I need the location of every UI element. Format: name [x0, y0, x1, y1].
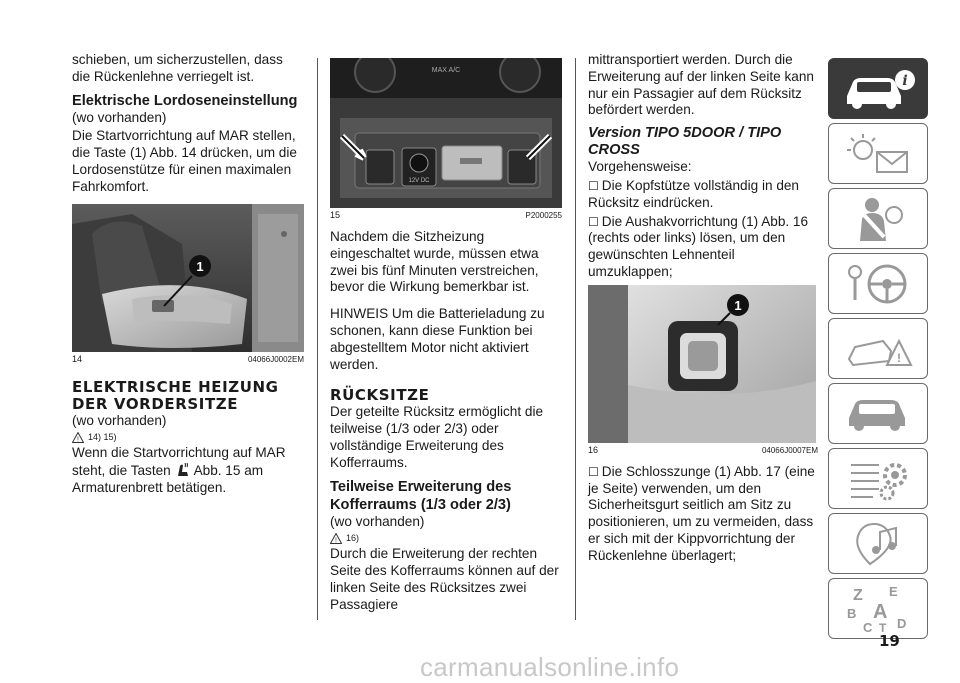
tab-key-steering[interactable]	[828, 253, 928, 314]
svg-text:i: i	[902, 72, 908, 89]
seatbelt-airbag-icon	[848, 195, 908, 243]
step-3: ☐ Die Schlosszunge (1) Abb. 17 (eine je Seite) verwenden, um den Sicherheitsgurt seitlich am Sitz zu positionieren, um zu vermeiden, dass er sich mit der Kippvorrichtung der Rückenlehne überlagert;	[588, 464, 818, 565]
fig-label-12v: 12V DC	[408, 178, 430, 184]
heading-seat-heating: ELEKTRISCHE HEIZUNG DER VORDERSITZE	[72, 377, 279, 413]
procedure-label: Vorgehensweise:	[588, 159, 692, 175]
step-2: ☐ Die Aushakvorrichtung (1) Abb. 16 (rechts oder links) lösen, um den gewünschten Lehnenteil umzuklappen;	[588, 214, 818, 281]
figure-code: 04066J0002EM	[247, 354, 304, 364]
figure-number: 16	[588, 444, 599, 455]
fig-label-maxac: MAX A/C	[431, 67, 461, 74]
lordosis-text: Die Startvorrichtung auf MAR stellen, die Taste (1) Abb. 14 drücken, um die Lordosenstütze für einen maximalen Fahrkomfort.	[72, 128, 297, 194]
figure-14	[72, 204, 304, 365]
heading-lordosis: Elektrische Lordoseneinstellung	[72, 92, 298, 109]
index-letter: D	[897, 615, 907, 631]
index-icon	[843, 584, 913, 634]
figure-number: 14	[72, 353, 83, 364]
seat-heater-icon	[175, 462, 191, 478]
svg-text:!: !	[77, 436, 79, 443]
warning-icon	[330, 533, 342, 544]
tab-warning-lights[interactable]	[828, 123, 928, 184]
chapter-tabs	[828, 58, 928, 643]
warning-ref	[330, 532, 562, 544]
seat-photo	[72, 204, 304, 352]
figure-callout: 1	[734, 297, 742, 313]
rear-seats-text: Der geteilte Rücksitz ermöglicht die teilweise (1/3 oder 2/3) oder vollständige Erweiterung des Kofferraums.	[330, 404, 544, 470]
column-3	[588, 52, 818, 567]
warning-ref	[72, 431, 304, 443]
step-1: ☐ Die Kopfstütze vollständig in den Rücksitz eindrücken.	[588, 178, 818, 212]
warning-icon	[72, 432, 84, 443]
figure-15	[330, 58, 562, 221]
heating-delay-text: Nachdem die Sitzheizung eingeschaltet wurde, müssen etwa zwei bis fünf Minuten verstreichen, bevor die Wirkung bemerkbar ist.	[330, 229, 539, 295]
index-letter: B	[847, 605, 857, 621]
figure-code: 04066J0007EM	[761, 445, 818, 455]
warning-ref-text: 14) 15)	[88, 432, 117, 443]
svg-text:!: !	[897, 350, 901, 365]
seat-heating-text-a: Wenn die Startvorrichtung auf MAR steht, die Tasten	[72, 445, 286, 479]
index-letter: Z	[853, 586, 863, 604]
warning-ref-text: 16)	[346, 533, 360, 544]
car-info-icon	[839, 68, 917, 110]
tab-technical-data[interactable]	[828, 448, 928, 509]
note-text: HINWEIS Um die Batterieladung zu schonen, kann diese Funktion bei abgestelltem Motor nicht aktiviert werden.	[330, 306, 545, 372]
column-divider	[575, 58, 576, 620]
figure-caption	[588, 445, 818, 456]
figure-caption	[72, 354, 304, 365]
heading-lordosis-sub: (wo vorhanden)	[72, 109, 167, 125]
tab-car-info[interactable]	[828, 58, 928, 119]
car-maintenance-icon	[841, 392, 915, 436]
svg-text:!: !	[335, 537, 337, 544]
tab-index[interactable]	[828, 578, 928, 639]
figure-number: 15	[330, 210, 341, 220]
seat-heating-text	[72, 445, 304, 496]
heading-version: Version TIPO 5DOOR / TIPO CROSS	[588, 125, 782, 159]
tab-emergency[interactable]	[828, 318, 928, 379]
figure-16	[588, 285, 818, 456]
figure-caption	[330, 210, 562, 221]
heading-partial-extension: Teilweise Erweiterung des Kofferraums (1/3 oder 2/3)	[330, 478, 512, 513]
multimedia-icon	[846, 520, 910, 568]
tab-maintenance[interactable]	[828, 383, 928, 444]
dashboard-photo	[330, 58, 562, 208]
extension-text: Durch die Erweiterung der rechten Seite des Kofferraums können auf der linken Seite des Rücksitzes zwei Passagiere	[330, 546, 559, 612]
heading-rear-seats: RÜCKSITZE	[330, 386, 430, 405]
technical-data-icon	[843, 455, 913, 503]
tab-multimedia[interactable]	[828, 513, 928, 574]
key-steering-icon	[843, 260, 913, 308]
tab-safety[interactable]	[828, 188, 928, 249]
index-letter: C	[863, 619, 873, 634]
column-divider	[317, 58, 318, 620]
emergency-icon	[843, 325, 913, 373]
figure-code: P2000255	[525, 211, 562, 220]
intro-text: schieben, um sicherzustellen, dass die Rückenlehne verriegelt ist.	[72, 52, 283, 84]
page-number: 19	[879, 632, 900, 650]
heading-seat-heating-sub: (wo vorhanden)	[72, 412, 167, 428]
continued-text: mittransportiert werden. Durch die Erweiterung auf der linken Seite kann nur ein Passagier auf dem Rücksitz befördert werden.	[588, 52, 814, 118]
watermark: carmanualsonline.info	[420, 652, 680, 682]
seat-latch-photo	[588, 285, 816, 443]
column-1	[72, 52, 304, 499]
figure-callout: 1	[196, 258, 204, 274]
heading-partial-extension-sub: (wo vorhanden)	[330, 513, 425, 529]
index-letter: E	[889, 583, 898, 599]
column-2	[330, 58, 562, 616]
seat-heating-text-b: Abb. 15 am Armaturenbrett betätigen.	[72, 463, 264, 495]
index-letter: A	[873, 600, 888, 623]
index-letter: T	[879, 620, 887, 634]
warning-lights-icon	[843, 132, 913, 176]
